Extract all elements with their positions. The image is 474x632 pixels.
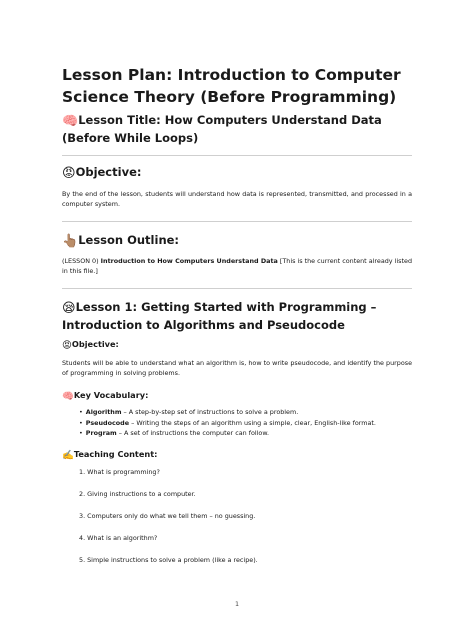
writing-hand-icon: ✍️ xyxy=(62,450,74,461)
lesson1-objective-text: Students will be able to understand what an algorithm is, how to write pseudocode, and identify the purpose of programming in solving problems. xyxy=(62,359,412,378)
angry-face-icon: 😡 xyxy=(62,340,72,351)
teaching-heading xyxy=(62,448,157,462)
divider xyxy=(62,155,412,156)
brain-icon: 🧠 xyxy=(62,114,79,129)
vocab-term: Program xyxy=(85,429,117,438)
outline-bold: Introduction to How Computers Understand Data xyxy=(100,257,278,265)
divider xyxy=(62,221,412,222)
sleepy-face-icon: 😪 xyxy=(62,301,76,316)
objective-heading-text: Objective: xyxy=(75,165,142,179)
lesson1-heading-text: Lesson 1: Getting Started with Programming – Introduction to Algorithms and Pseudocode xyxy=(62,300,377,332)
lesson1-heading xyxy=(62,299,412,334)
outline-text xyxy=(62,256,412,276)
lesson-title-text: Lesson Title: How Computers Understand Data (Before While Loops) xyxy=(62,113,382,145)
vocab-term: Algorithm xyxy=(85,408,122,416)
list-item xyxy=(79,407,409,418)
angry-face-icon: 😡 xyxy=(62,166,76,181)
brain-icon: 🧠 xyxy=(62,391,74,402)
vocab-term: Pseudocode xyxy=(85,418,130,427)
divider xyxy=(62,288,412,289)
objective-heading xyxy=(62,164,141,182)
vocab-heading-text: Key Vocabulary: xyxy=(73,390,149,400)
list-item: 5. Simple instructions to solve a problem (like a recipe). xyxy=(79,556,258,564)
outline-suffix: [This is the current content already listed in this file.] xyxy=(62,257,413,276)
outline-heading xyxy=(62,232,179,250)
list-item: 4. What is an algorithm? xyxy=(79,534,158,542)
vocab-definition: – A set of instructions the computer can follow. xyxy=(116,429,269,438)
page-number: 1 xyxy=(234,600,240,608)
list-item: 3. Computers only do what we tell them – no guessing. xyxy=(79,512,256,520)
lesson1-objective-heading xyxy=(62,338,119,352)
teaching-heading-text: Teaching Content: xyxy=(73,449,158,459)
vocab-heading xyxy=(62,389,148,403)
list-item xyxy=(79,428,409,439)
pointing-up-icon: 👆🏽 xyxy=(62,234,79,249)
outline-prefix: (LESSON 0) xyxy=(62,257,101,265)
list-item: 2. Giving instructions to a computer. xyxy=(79,490,196,498)
vocab-list xyxy=(79,407,409,439)
lesson1-objective-heading-text: Objective: xyxy=(71,339,119,349)
document-title: Lesson Plan: Introduction to Computer Science Theory (Before Programming) xyxy=(62,66,401,106)
list-item xyxy=(79,418,409,429)
lesson-title-heading xyxy=(62,112,412,147)
vocab-definition: – A step-by-step set of instructions to solve a problem. xyxy=(121,408,299,416)
vocab-definition: – Writing the steps of an algorithm using a simple, clear, English-like format. xyxy=(129,418,376,427)
outline-heading-text: Lesson Outline: xyxy=(78,233,180,247)
objective-text: By the end of the lesson, students will understand how data is represented, transmitted, and processed in a computer system. xyxy=(62,190,412,209)
list-item: 1. What is programming? xyxy=(79,468,160,476)
